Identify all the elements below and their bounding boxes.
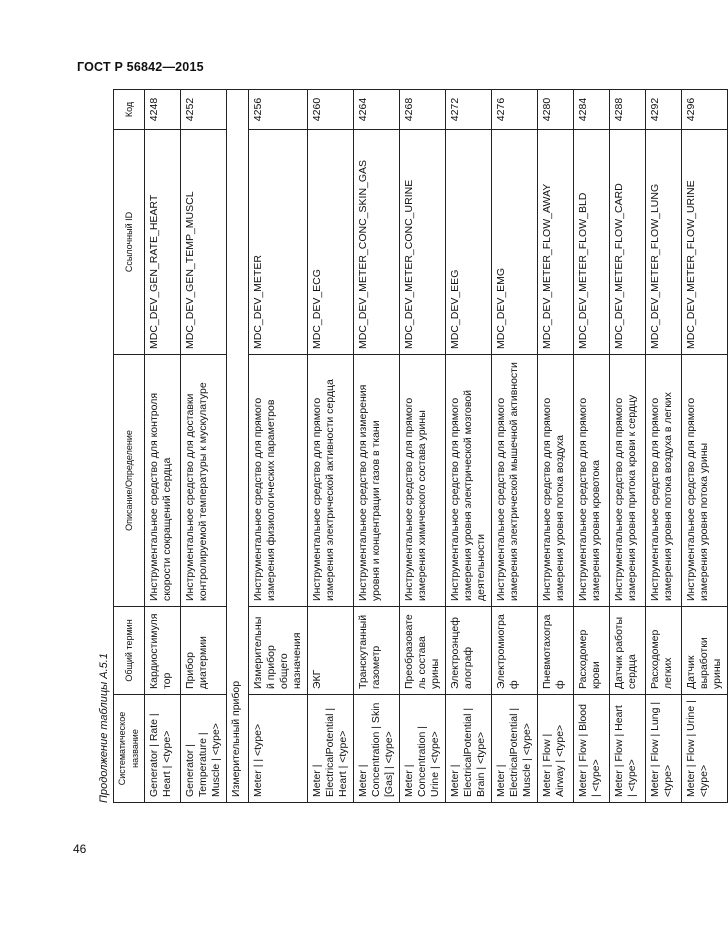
cell-code: 4284 — [574, 90, 610, 130]
cell-description: Инструментальное средство для прямого измерения уровня потока воздуха — [538, 355, 574, 607]
cell-reference-id: MDC_DEV_METER_CONC_URINE — [400, 130, 446, 355]
column-header-common-term: Общий термин — [114, 607, 145, 695]
cell-description: Инструментальное средство для прямого измерения уровня потока урины — [682, 355, 728, 607]
rotated-table-block — [95, 90, 723, 803]
cell-reference-id: MDC_DEV_METER_FLOW_BLD — [574, 130, 610, 355]
table-row — [400, 90, 446, 803]
cell-common-term: Расходомер крови — [574, 607, 610, 695]
cell-common-term: Транскутанный газометр — [354, 607, 400, 695]
cell-code: 4296 — [682, 90, 728, 130]
cell-description: Инструментальное средство для прямого измерения физиологических параметров — [249, 355, 308, 607]
column-header-systematic-name: Систематическое название — [114, 695, 145, 803]
cell-common-term: Датчик работы сердца — [610, 607, 646, 695]
cell-systematic-name: Meter | Concentration | Skin [Gas] | <type> — [354, 695, 400, 803]
table-header-row — [114, 90, 145, 803]
table-row — [308, 90, 354, 803]
cell-description: Инструментальное средство для контроля скорости сокращений сердца — [145, 355, 181, 607]
cell-code: 4292 — [646, 90, 682, 130]
cell-description: Инструментальное средство для прямого измерения уровня притока крови к сердцу — [610, 355, 646, 607]
cell-common-term: Расходомер легких — [646, 607, 682, 695]
terms-table — [113, 89, 728, 803]
cell-systematic-name: Meter | ElectricalPotential | Heart | <type> — [308, 695, 354, 803]
cell-reference-id: MDC_DEV_METER_FLOW_AWAY — [538, 130, 574, 355]
cell-systematic-name: Meter | | <type> — [249, 695, 308, 803]
cell-reference-id: MDC_DEV_METER_FLOW_URINE — [682, 130, 728, 355]
cell-reference-id: MDC_DEV_ECG — [308, 130, 354, 355]
cell-reference-id: MDC_DEV_EEG — [446, 130, 492, 355]
cell-systematic-name: Meter | Flow | Heart | <type> — [610, 695, 646, 803]
cell-description: Инструментальное средство для измерения уровня и концентрации газов в ткани — [354, 355, 400, 607]
cell-description: Инструментальное средство для доставки контролируемой температуры к мускулатуре — [181, 355, 227, 607]
cell-reference-id: MDC_DEV_METER — [249, 130, 308, 355]
cell-code: 4268 — [400, 90, 446, 130]
cell-description: Инструментальное средство для прямого измерения уровня кровотока — [574, 355, 610, 607]
section-title: Измерительный прибор — [227, 90, 249, 803]
cell-reference-id: MDC_DEV_METER_CONC_SKIN_GAS — [354, 130, 400, 355]
cell-code: 4276 — [492, 90, 538, 130]
cell-reference-id: MDC_DEV_GEN_RATE_HEART — [145, 130, 181, 355]
table-row — [574, 90, 610, 803]
table-row — [249, 90, 308, 803]
cell-code: 4280 — [538, 90, 574, 130]
cell-reference-id: MDC_DEV_GEN_TEMP_MUSCL — [181, 130, 227, 355]
table-row — [354, 90, 400, 803]
cell-systematic-name: Generator | Rate | Heart | <type> — [145, 695, 181, 803]
cell-reference-id: MDC_DEV_EMG — [492, 130, 538, 355]
column-header-reference-id: Ссылочный ID — [114, 130, 145, 355]
table-caption: Продолжение таблицы А.5.1 — [98, 653, 110, 803]
cell-description: Инструментальное средство для прямого измерения электрической мышечной активности — [492, 355, 538, 607]
cell-common-term: Пневмотахограф — [538, 607, 574, 695]
cell-common-term: Датчик выработки урины — [682, 607, 728, 695]
cell-systematic-name: Meter | ElectricalPotential | Muscle | <type> — [492, 695, 538, 803]
cell-code: 4264 — [354, 90, 400, 130]
column-header-code: Код — [114, 90, 145, 130]
cell-code: 4256 — [249, 90, 308, 130]
cell-systematic-name: Generator | Temperature | Muscle | <type> — [181, 695, 227, 803]
table-row — [492, 90, 538, 803]
cell-reference-id: MDC_DEV_METER_FLOW_CARD — [610, 130, 646, 355]
cell-code: 4288 — [610, 90, 646, 130]
cell-common-term: Кардиостимулятор — [145, 607, 181, 695]
document-header: ГОСТ Р 56842—2015 — [77, 60, 204, 74]
page-number: 46 — [73, 842, 87, 856]
table-row — [610, 90, 646, 803]
cell-common-term: Электромиограф — [492, 607, 538, 695]
cell-systematic-name: Meter | ElectricalPotential | Brain | <type> — [446, 695, 492, 803]
table-row — [145, 90, 181, 803]
cell-common-term: Преобразователь состава урины — [400, 607, 446, 695]
cell-code: 4272 — [446, 90, 492, 130]
cell-code: 4248 — [145, 90, 181, 130]
column-header-description: Описание/Определение — [114, 355, 145, 607]
table-section-row — [227, 90, 249, 803]
cell-systematic-name: Meter | Flow | Urine | <type> — [682, 695, 728, 803]
cell-description: Инструментальное средство для прямого измерения химического состава урины — [400, 355, 446, 607]
cell-systematic-name: Meter | Flow | Airway | <type> — [538, 695, 574, 803]
table-row — [646, 90, 682, 803]
cell-systematic-name: Meter | Flow | Lung | <type> — [646, 695, 682, 803]
cell-systematic-name: Meter | Concentration | Urine | <type> — [400, 695, 446, 803]
cell-code: 4260 — [308, 90, 354, 130]
table-row — [181, 90, 227, 803]
cell-common-term: Электроэнцефалограф — [446, 607, 492, 695]
table-row — [538, 90, 574, 803]
table-row — [682, 90, 728, 803]
cell-description: Инструментальное средство для прямого измерения уровня электрической мозговой деятельности — [446, 355, 492, 607]
table-row — [446, 90, 492, 803]
cell-description: Инструментальное средство для прямого измерения уровня потока воздуха в легких — [646, 355, 682, 607]
cell-common-term: Измерительный прибор общего назначения — [249, 607, 308, 695]
cell-common-term: ЭКГ — [308, 607, 354, 695]
table-body — [145, 90, 728, 803]
cell-reference-id: MDC_DEV_METER_FLOW_LUNG — [646, 130, 682, 355]
cell-code: 4252 — [181, 90, 227, 130]
cell-systematic-name: Meter | Flow | Blood | <type> — [574, 695, 610, 803]
cell-common-term: Прибор диатермии — [181, 607, 227, 695]
cell-description: Инструментальное средство для прямого измерения электрической активности сердца — [308, 355, 354, 607]
